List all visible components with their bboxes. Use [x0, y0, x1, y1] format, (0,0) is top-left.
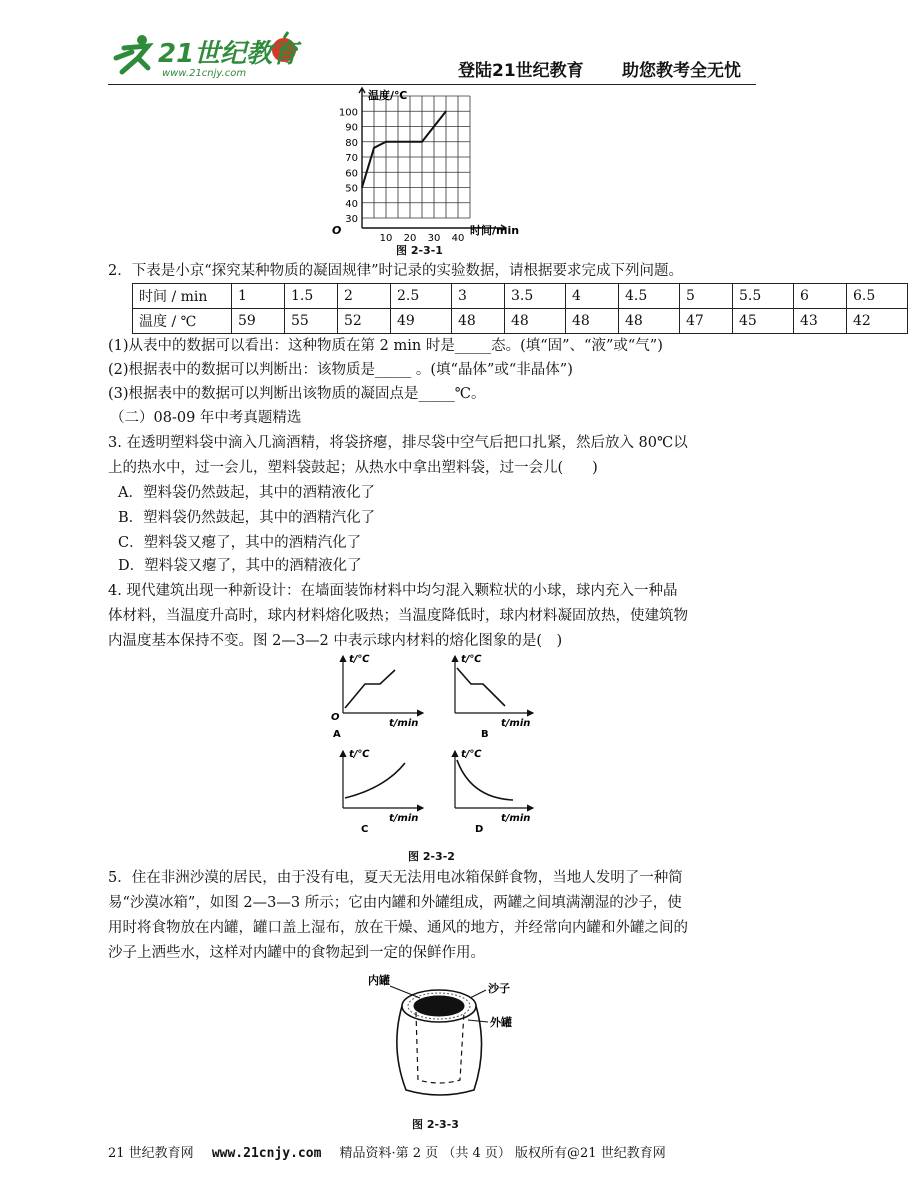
axis-label-b-x: t/min [501, 718, 531, 729]
label-inner-pot: 内罐 [368, 974, 390, 987]
figure-2-3-3 [360, 968, 530, 1110]
y-tick-label: 100 [338, 107, 358, 119]
q2-intro: 2．下表是小京“探究某种物质的凝固规律”时记录的实验数据，请根据要求完成下列问题。 [108, 263, 684, 279]
q4-line1: 4. 现代建筑出现一种新设计：在墙面装饰材料中均匀混入颗粒状的小球，球内充入一种晶 [108, 583, 678, 599]
figure-caption-2-3-1: 图 2-3-1 [396, 244, 443, 257]
origin-label: O [332, 224, 342, 237]
logo-main-text: 21世纪教育 [158, 39, 299, 69]
label-sand: 沙子 [488, 982, 510, 995]
table-cell: 48 [452, 309, 505, 334]
table-cell: 1 [232, 284, 285, 309]
q4-line2: 体材料，当温度升高时，球内材料熔化吸热；当温度降低时，球内材料凝固放热，使建筑物 [108, 608, 688, 624]
x-tick-label: 10 [379, 233, 393, 244]
header-rule [108, 84, 756, 85]
graph-c [343, 749, 423, 835]
table-cell: 5.5 [733, 284, 794, 309]
table-cell: 2 [338, 284, 391, 309]
label-b: B [481, 729, 489, 740]
graph-d [455, 749, 533, 835]
x-axis-label: 时间/min [470, 224, 520, 237]
table-cell: 3 [452, 284, 505, 309]
graph-b [455, 654, 533, 740]
table-cell: 2.5 [391, 284, 452, 309]
y-tick-label: 70 [345, 153, 358, 164]
figure-caption-2-3-3: 图 2-3-3 [412, 1118, 459, 1131]
table-cell: 48 [505, 309, 566, 334]
y-tick-labels [339, 107, 358, 225]
axis-label-d-x: t/min [501, 813, 531, 824]
table-header-cell: 温度 / ℃ [133, 309, 232, 334]
axis-label-c-x: t/min [389, 813, 419, 824]
chart-axes [359, 88, 506, 231]
table-header-cell: 时间 / min [133, 284, 232, 309]
table-cell: 52 [338, 309, 391, 334]
y-axis [359, 88, 365, 228]
curve-c [345, 763, 405, 798]
header-right-text: 助您教考全无忧 [622, 61, 741, 81]
figure-2-3-1 [330, 86, 520, 254]
data-table [132, 283, 908, 334]
table-cell: 43 [794, 309, 847, 334]
table-row-temperature [133, 309, 908, 334]
axis-label-c-y: t/℃ [349, 749, 370, 760]
origin-a: O [331, 712, 340, 723]
label-a: A [333, 729, 341, 740]
table-cell: 6.5 [847, 284, 908, 309]
section-heading: （二）08-09 年中考真题精选 [110, 410, 302, 426]
desert-fridge-drawing [390, 986, 488, 1095]
curve-b [457, 668, 505, 706]
footer-url: www.21cnjy.com [211, 1146, 322, 1161]
table-cell: 48 [619, 309, 680, 334]
table-cell: 55 [285, 309, 338, 334]
table-cell: 59 [232, 309, 285, 334]
q3-line2: 上的热水中，过一会儿，塑料袋鼓起；从热水中拿出塑料袋，过一会儿( ) [108, 460, 598, 476]
figure-caption-2-3-2: 图 2-3-2 [408, 850, 455, 863]
table-cell: 47 [680, 309, 733, 334]
y-tick-label: 90 [345, 122, 358, 134]
q5-line3: 用时将食物放在内罐，罐口盖上湿布，放在干燥、通风的地方，并经常向内罐和外罐之间的 [108, 920, 688, 936]
table-cell: 1.5 [285, 284, 338, 309]
temperature-curve [362, 111, 446, 187]
q5-line1: 5．住在非洲沙漠的居民，由于没有电，夏天无法用电冰箱保鲜食物，当地人发明了一种简 [108, 870, 683, 886]
y-tick-label: 50 [345, 183, 358, 195]
label-d: D [475, 824, 484, 835]
curve-a [345, 670, 395, 708]
table-cell: 42 [847, 309, 908, 334]
table-cell: 49 [391, 309, 452, 334]
q2-sub2: (2)根据表中的数据可以判断出：该物质是_____ 。(填“晶体”或“非晶体”) [108, 362, 573, 378]
axis-label-d-y: t/℃ [461, 749, 482, 760]
q3-option-c: C．塑料袋又瘪了，其中的酒精汽化了 [118, 535, 362, 551]
q3-option-b: B．塑料袋仍然鼓起，其中的酒精汽化了 [118, 510, 376, 526]
q5-line2: 易“沙漠冰箱”，如图 2—3—3 所示；它由内罐和外罐组成，两罐之间填满潮湿的沙子，使 [108, 895, 682, 911]
axis-label-a-y: t/℃ [349, 654, 370, 665]
table-cell: 4.5 [619, 284, 680, 309]
q3-option-d: D．塑料袋又瘪了，其中的酒精液化了 [118, 558, 362, 574]
graph-a [331, 654, 423, 740]
site-logo [108, 28, 308, 84]
y-tick-label: 80 [345, 137, 358, 149]
figure-2-3-2 [325, 648, 545, 838]
header-left-text: 登陆21世纪教育 [458, 61, 584, 81]
y-tick-label: 30 [345, 214, 358, 225]
x-tick-label: 20 [403, 233, 417, 244]
label-c: C [361, 824, 369, 835]
table-cell: 6 [794, 284, 847, 309]
q2-sub1: (1)从表中的数据可以看出：这种物质在第 2 min 时是_____态。(填“固”、“液”或“气”) [108, 338, 663, 354]
logo-url-text: www.21cnjy.com [162, 68, 247, 79]
y-axis-label: 温度/℃ [368, 89, 408, 102]
footer-site: 21 世纪教育网 [108, 1146, 194, 1161]
chart-grid [362, 96, 470, 218]
q3-line1: 3. 在透明塑料袋中滴入几滴酒精，将袋挤瘪，排尽袋中空气后把口扎紧，然后放入 80℃以 [108, 435, 688, 451]
table-cell: 3.5 [505, 284, 566, 309]
x-tick-label: 40 [451, 233, 465, 244]
axis-label-b-y: t/℃ [461, 654, 482, 665]
footer-info: 精品资料·第 2 页 （共 4 页） 版权所有@21 世纪教育网 [339, 1146, 666, 1161]
table-cell: 4 [566, 284, 619, 309]
q4-line3: 内温度基本保持不变。图 2—3—2 中表示球内材料的熔化图象的是( ) [108, 633, 563, 649]
table-cell: 45 [733, 309, 794, 334]
table-row-time [133, 284, 908, 309]
table-cell: 5 [680, 284, 733, 309]
q3-option-a: A．塑料袋仍然鼓起，其中的酒精液化了 [118, 485, 375, 501]
q2-sub3: (3)根据表中的数据可以判断出该物质的凝固点是_____℃。 [108, 386, 486, 402]
table-cell: 48 [566, 309, 619, 334]
curve-d [457, 760, 513, 800]
page-footer [108, 1142, 666, 1161]
runner-icon [116, 35, 148, 72]
y-tick-label: 40 [345, 198, 358, 210]
y-tick-label: 60 [345, 168, 358, 180]
q5-line4: 沙子上洒些水，这样对内罐中的食物起到一定的保鲜作用。 [108, 945, 485, 961]
x-tick-label: 30 [427, 233, 441, 244]
axis-label-a-x: t/min [389, 718, 419, 729]
label-outer-pot: 外罐 [490, 1016, 512, 1029]
